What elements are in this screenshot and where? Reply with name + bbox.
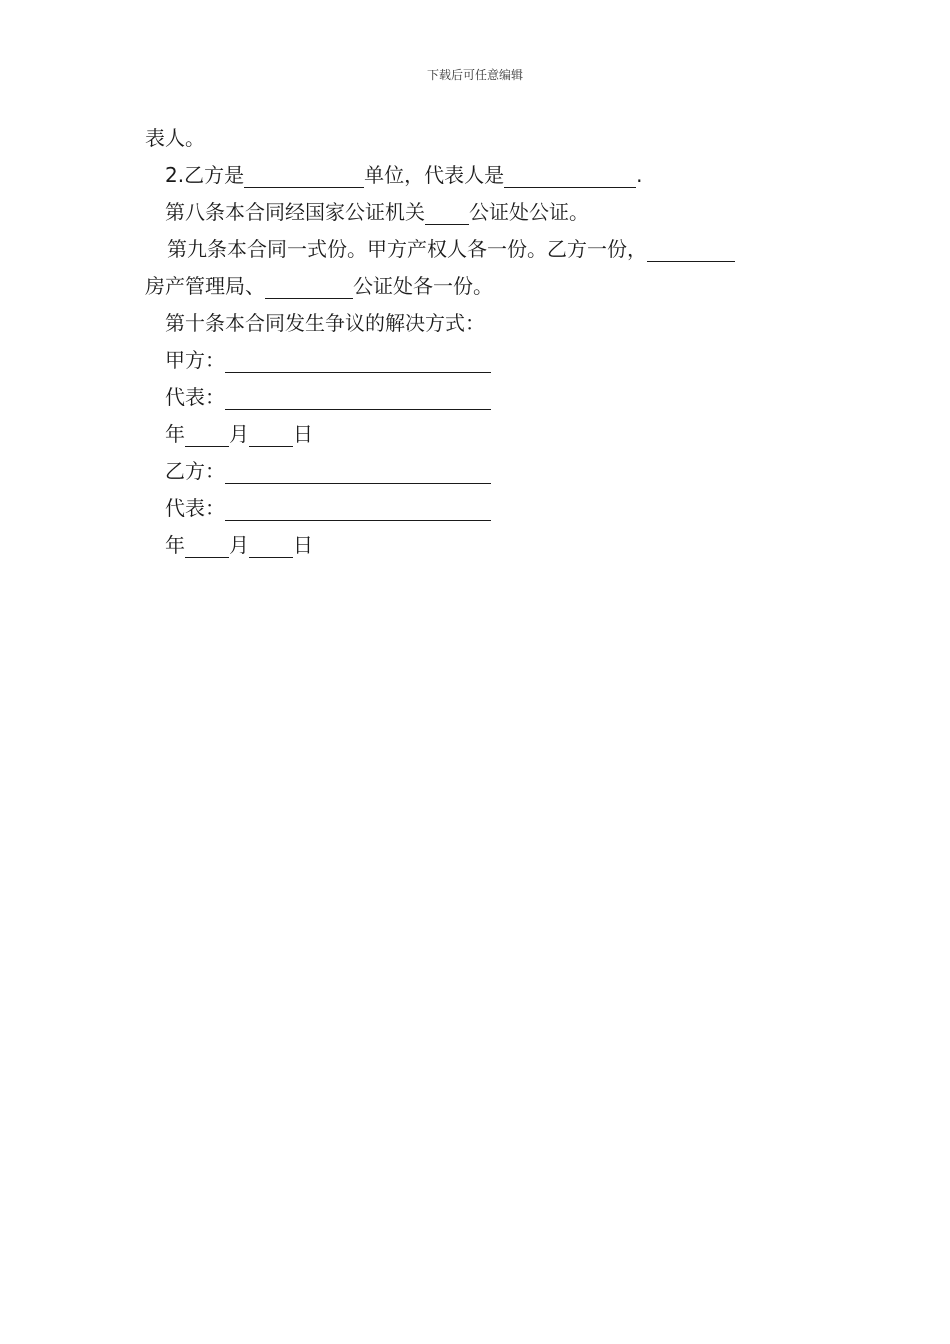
label: 代表： <box>165 385 225 409</box>
text: 公证处各一份。 <box>353 274 493 298</box>
notary-office-blank[interactable] <box>425 200 469 225</box>
party-a-signature-blank[interactable] <box>225 348 491 373</box>
clause-nine-continued <box>145 268 815 305</box>
label: 代表： <box>165 496 225 520</box>
label: 月 <box>229 422 249 446</box>
text: 公证处公证。 <box>469 200 589 224</box>
text: 单位，代表人是 <box>364 163 505 187</box>
text: 表人。 <box>145 126 205 150</box>
date-a-month-blank[interactable] <box>185 422 229 447</box>
clause-party-b <box>145 157 815 194</box>
date-b-day-blank[interactable] <box>249 533 293 558</box>
label: 日 <box>293 422 313 446</box>
signature-party-b <box>145 453 815 490</box>
party-b-unit-blank[interactable] <box>244 163 364 188</box>
label: 年 <box>165 422 185 446</box>
signature-rep-b <box>145 490 815 527</box>
label: 年 <box>165 533 185 557</box>
text: 房产管理局、 <box>145 274 265 298</box>
party-b-signature-blank[interactable] <box>225 459 491 484</box>
label: 甲方： <box>165 348 225 372</box>
date-b-month-blank[interactable] <box>185 533 229 558</box>
label: 乙方： <box>165 459 225 483</box>
date-a-day-blank[interactable] <box>249 422 293 447</box>
label: 月 <box>229 533 249 557</box>
housing-bureau-blank[interactable] <box>647 237 735 262</box>
date-b <box>145 527 815 564</box>
text: 第九条本合同一式份。甲方产权人各一份。乙方一份， <box>167 237 647 261</box>
rep-a-signature-blank[interactable] <box>225 385 491 410</box>
clause-ten <box>145 305 815 342</box>
label: 日 <box>293 533 313 557</box>
page-header: 下载后可任意编辑 <box>426 68 523 82</box>
notary-office-copy-blank[interactable] <box>265 274 353 299</box>
party-b-representative-blank[interactable] <box>504 163 636 188</box>
text: 2.乙方是 <box>165 163 245 187</box>
signature-rep-a <box>145 379 815 416</box>
clause-nine <box>145 231 815 268</box>
paragraph-continuation <box>145 120 815 157</box>
signature-party-a <box>145 342 815 379</box>
date-a <box>145 416 815 453</box>
rep-b-signature-blank[interactable] <box>225 496 491 521</box>
text: 第八条本合同经国家公证机关 <box>165 200 425 224</box>
text: 第十条本合同发生争议的解决方式： <box>165 311 485 335</box>
text: . <box>636 163 643 187</box>
document-body <box>145 120 815 564</box>
clause-eight <box>145 194 815 231</box>
